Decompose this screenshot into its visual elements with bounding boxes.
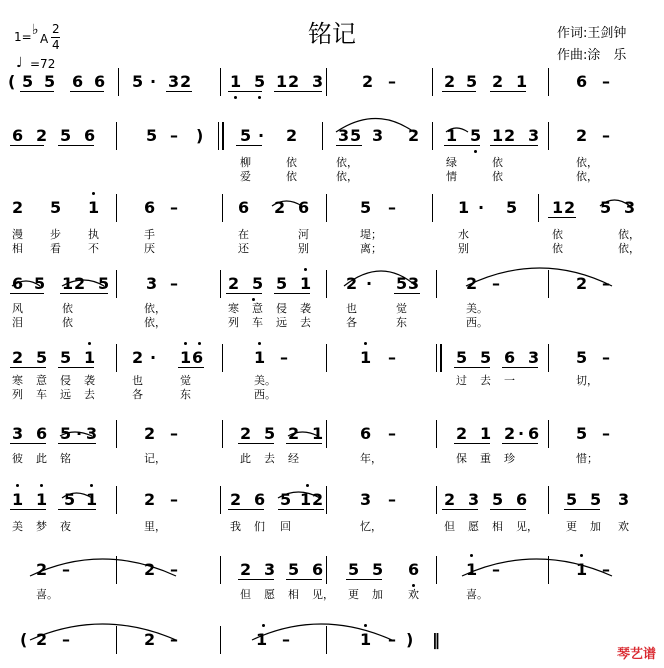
note-3-77: 2 (576, 274, 588, 293)
note-5-112: 2 (504, 424, 516, 443)
lyric-6-84: 夜 (60, 520, 71, 533)
lyric-4-55: 袭 (84, 374, 95, 387)
note-1-41: 2 (576, 126, 588, 145)
note-6-129: – (388, 490, 396, 509)
lyric-6-82: 美 (12, 520, 23, 533)
note-0-20: 6 (576, 72, 588, 91)
note-1-40: 3 (528, 126, 540, 145)
lyric-5-70: 彼 (12, 452, 23, 465)
lyric-6-87: 们 (254, 520, 265, 533)
lyric-7-97: 喜。 (36, 588, 58, 601)
lyric-6-89: 忆， (360, 520, 382, 533)
slur (344, 271, 416, 286)
note-7-139: 2 (144, 560, 156, 579)
lyric-1-1: 依 (286, 156, 297, 169)
lyric-2-14: 执 (88, 228, 99, 241)
slur (288, 432, 318, 436)
note-3-61: 5 (34, 274, 46, 293)
note-2-55: 5 (506, 198, 518, 217)
note-5-97: 3 (12, 424, 24, 443)
lyric-5-71: 此 (36, 452, 47, 465)
note-6-125: 5 (280, 490, 292, 509)
note-7-145: 5 (348, 560, 360, 579)
note-3-60: 6 (12, 274, 24, 293)
slur (278, 492, 320, 498)
lyric-6-83: 梦 (36, 520, 47, 533)
note-0-9: 1 (230, 72, 242, 91)
lyric-6-88: 回 (280, 520, 291, 533)
lyric-4-56: 也 (132, 374, 143, 387)
slur (272, 201, 302, 206)
lyric-3-37: 侵 (276, 302, 287, 315)
lyric-3-38: 袭 (300, 302, 311, 315)
note-5-101: 3 (86, 424, 98, 443)
lyric-2-23: 看 (50, 242, 61, 255)
lyric-2-27: 别 (298, 242, 309, 255)
lyric-4-64: 车 (36, 388, 47, 401)
lyric-3-35: 寒 (228, 302, 239, 315)
slur (600, 200, 630, 206)
note-5-113: · (518, 424, 525, 443)
note-7-146: 5 (372, 560, 384, 579)
lyric-7-105: 喜。 (466, 588, 488, 601)
lyric-5-80: 珍 (504, 452, 515, 465)
site-logo: 琴艺谱 (616, 647, 656, 662)
note-4-87: 1 (254, 348, 266, 367)
lyric-2-19: 水 (458, 228, 469, 241)
note-0-19: 1 (516, 72, 528, 91)
note-4-82: 1 (84, 348, 96, 367)
lyric-1-7: 依 (286, 170, 297, 183)
lyric-6-85: 里， (144, 520, 166, 533)
lyric-1-6: 爱 (240, 170, 251, 183)
time-numerator: 2 (52, 22, 60, 36)
note-8-152: ( (20, 630, 28, 649)
lyric-5-73: 记， (144, 452, 166, 465)
note-8-154: – (62, 630, 70, 649)
lyric-3-44: 依， (144, 316, 166, 329)
note-4-84: · (150, 348, 157, 367)
lyric-4-68: 东 (180, 388, 191, 401)
note-6-126: 1 (300, 490, 312, 509)
lyric-4-66: 去 (84, 388, 95, 401)
note-0-21: – (602, 72, 610, 91)
note-5-106: 2 (288, 424, 300, 443)
lyric-2-22: 相 (12, 242, 23, 255)
note-6-120: 1 (86, 490, 98, 509)
note-3-63: 2 (74, 274, 86, 293)
lyric-5-74: 此 (240, 452, 251, 465)
note-2-46: 6 (144, 198, 156, 217)
slur (12, 281, 40, 286)
lyric-5-75: 去 (264, 452, 275, 465)
lyric-5-79: 重 (480, 452, 491, 465)
slur (62, 493, 92, 498)
lyric-2-16: 在 (238, 228, 249, 241)
lyric-2-26: 还 (238, 242, 249, 255)
note-8-159: 1 (360, 630, 372, 649)
lyric-4-58: 美。 (254, 374, 276, 387)
tempo-marking: =72 (30, 57, 56, 71)
note-8-158: – (282, 630, 290, 649)
slur (30, 624, 176, 640)
note-4-86: 6 (192, 348, 204, 367)
lyric-6-95: 加 (590, 520, 601, 533)
lyric-5-76: 经 (288, 452, 299, 465)
time-denominator: 4 (52, 38, 60, 52)
note-5-108: 6 (360, 424, 372, 443)
lyric-6-96: 欢 (618, 520, 629, 533)
note-1-26: 5 (146, 126, 158, 145)
lyric-3-34: 依， (144, 302, 166, 315)
lyric-7-98: 但 (240, 588, 251, 601)
lyric-1-5: 依， (576, 156, 598, 169)
note-2-54: · (478, 198, 485, 217)
key-prefix: 1= (14, 30, 32, 44)
note-8-162: ‖ (432, 630, 440, 649)
lyric-3-46: 车 (252, 316, 263, 329)
note-6-127: 2 (312, 490, 324, 509)
note-5-116: – (602, 424, 610, 443)
note-5-111: 1 (480, 424, 492, 443)
note-1-29: 5 (240, 126, 252, 145)
note-1-42: – (602, 126, 610, 145)
note-0-6: · (150, 72, 157, 91)
lyric-7-104: 欢 (408, 588, 419, 601)
slur (252, 624, 392, 640)
lyric-2-24: 不 (88, 242, 99, 255)
note-5-109: – (388, 424, 396, 443)
note-0-13: 3 (312, 72, 324, 91)
note-0-18: 2 (492, 72, 504, 91)
lyric-4-69: 西。 (254, 388, 276, 401)
note-3-66: – (170, 274, 178, 293)
note-0-7: 3 (168, 72, 180, 91)
note-6-117: 1 (12, 490, 24, 509)
note-3-74: 3 (408, 274, 420, 293)
lyric-2-21: 依， (618, 228, 640, 241)
note-0-4: 6 (94, 72, 106, 91)
song-title: 铭记 (308, 20, 356, 48)
note-2-58: 5 (600, 198, 612, 217)
note-4-91: 5 (456, 348, 468, 367)
note-6-133: 6 (516, 490, 528, 509)
lyric-4-61: 一 (504, 374, 515, 387)
lyric-6-93: 见， (516, 520, 538, 533)
note-4-95: 5 (576, 348, 588, 367)
lyric-1-8: 依， (336, 170, 358, 183)
lyric-2-31: 依， (618, 242, 640, 255)
note-0-3: 6 (72, 72, 84, 91)
note-7-143: 5 (288, 560, 300, 579)
note-7-142: 3 (264, 560, 276, 579)
lyric-3-39: 也 (346, 302, 357, 315)
lyric-3-49: 各 (346, 316, 357, 329)
note-0-10: 5 (254, 72, 266, 91)
note-5-110: 2 (456, 424, 468, 443)
slur (446, 128, 468, 132)
note-2-49: 2 (274, 198, 286, 217)
lyric-1-10: 依 (492, 170, 503, 183)
note-3-69: 5 (276, 274, 288, 293)
lyric-3-36: 意 (252, 302, 263, 315)
note-3-73: 5 (396, 274, 408, 293)
note-6-119: 5 (64, 490, 76, 509)
lyric-6-86: 我 (230, 520, 241, 533)
note-7-137: 2 (36, 560, 48, 579)
note-6-132: 5 (492, 490, 504, 509)
lyric-4-54: 侵 (60, 374, 71, 387)
note-8-153: 2 (36, 630, 48, 649)
note-0-11: 1 (276, 72, 288, 91)
lyric-1-3: 绿 (446, 156, 457, 169)
note-0-2: 5 (44, 72, 56, 91)
note-2-48: 6 (238, 198, 250, 217)
lyric-2-17: 河 (298, 228, 309, 241)
lyric-3-50: 东 (396, 316, 407, 329)
note-2-50: 6 (298, 198, 310, 217)
note-7-148: 1 (466, 560, 478, 579)
lyric-3-42: 泪 (12, 316, 23, 329)
lyric-3-45: 列 (228, 316, 239, 329)
note-3-76: – (492, 274, 500, 293)
note-2-43: 2 (12, 198, 24, 217)
note-7-141: 2 (240, 560, 252, 579)
note-5-115: 5 (576, 424, 588, 443)
lyric-3-43: 依 (62, 316, 73, 329)
note-2-44: 5 (50, 198, 62, 217)
note-3-72: · (366, 274, 373, 293)
note-5-103: – (170, 424, 178, 443)
note-6-131: 3 (468, 490, 480, 509)
note-7-151: – (602, 560, 610, 579)
note-6-118: 1 (36, 490, 48, 509)
note-1-23: 2 (36, 126, 48, 145)
lyric-1-9: 情 (446, 170, 457, 183)
note-3-68: 5 (252, 274, 264, 293)
lyric-4-67: 各 (132, 388, 143, 401)
lyric-7-102: 更 (348, 588, 359, 601)
note-1-33: 5 (350, 126, 362, 145)
note-7-147: 6 (408, 560, 420, 579)
note-7-150: 1 (576, 560, 588, 579)
note-6-122: – (170, 490, 178, 509)
lyric-1-2: 依， (336, 156, 358, 169)
lyric-1-11: 依， (576, 170, 598, 183)
note-1-35: 2 (408, 126, 420, 145)
note-1-37: 5 (470, 126, 482, 145)
note-1-30: · (258, 126, 265, 145)
note-1-28: ) (196, 126, 204, 145)
slur (62, 280, 104, 286)
note-2-51: 5 (360, 198, 372, 217)
note-6-124: 6 (254, 490, 266, 509)
lyric-4-60: 去 (480, 374, 491, 387)
lyric-2-30: 依 (552, 242, 563, 255)
lyric-2-20: 依 (552, 228, 563, 241)
lyricist-credit: 作词:王剑钟 (557, 26, 627, 41)
note-3-62: 1 (62, 274, 74, 293)
note-3-71: 2 (346, 274, 358, 293)
note-8-157: 1 (256, 630, 268, 649)
note-1-27: – (170, 126, 178, 145)
lyric-3-48: 去 (300, 316, 311, 329)
note-0-15: – (388, 72, 396, 91)
note-8-155: 2 (144, 630, 156, 649)
lyric-2-12: 漫 (12, 228, 23, 241)
note-3-64: 5 (98, 274, 110, 293)
lyric-4-65: 远 (60, 388, 71, 401)
note-7-149: – (492, 560, 500, 579)
note-4-83: 2 (132, 348, 144, 367)
note-1-39: 2 (504, 126, 516, 145)
lyric-7-100: 相 (288, 588, 299, 601)
flat-sign: ♭ (32, 22, 39, 38)
note-6-136: 3 (618, 490, 630, 509)
note-4-88: – (280, 348, 288, 367)
note-6-135: 5 (590, 490, 602, 509)
lyric-2-15: 手 (144, 228, 155, 241)
note-0-8: 2 (180, 72, 192, 91)
lyric-4-62: 切， (576, 374, 598, 387)
slur (466, 268, 612, 286)
note-4-93: 6 (504, 348, 516, 367)
note-4-85: 1 (180, 348, 192, 367)
note-7-140: – (170, 560, 178, 579)
note-6-130: 2 (444, 490, 456, 509)
note-2-57: 2 (564, 198, 576, 217)
lyric-4-53: 意 (36, 374, 47, 387)
note-2-59: 3 (624, 198, 636, 217)
note-8-161: ) (406, 630, 414, 649)
note-3-78: – (602, 274, 610, 293)
lyric-5-81: 惜； (576, 452, 598, 465)
note-1-36: 1 (446, 126, 458, 145)
note-7-144: 6 (312, 560, 324, 579)
lyric-3-47: 远 (276, 316, 287, 329)
lyric-3-51: 西。 (466, 316, 488, 329)
key-tonic: A (40, 32, 49, 46)
note-8-160: – (388, 630, 396, 649)
note-5-114: 6 (528, 424, 540, 443)
lyric-2-18: 堤； (360, 228, 382, 241)
lyric-5-78: 保 (456, 452, 467, 465)
note-3-65: 3 (146, 274, 158, 293)
note-2-52: – (388, 198, 396, 217)
note-0-0: ( (8, 72, 16, 91)
note-6-134: 5 (566, 490, 578, 509)
note-0-12: 2 (288, 72, 300, 91)
note-6-123: 2 (230, 490, 242, 509)
slur (336, 119, 414, 133)
note-6-121: 2 (144, 490, 156, 509)
note-1-25: 6 (84, 126, 96, 145)
lyric-2-25: 厌 (144, 242, 155, 255)
note-2-45: 1 (88, 198, 100, 217)
note-1-24: 5 (60, 126, 72, 145)
note-3-70: 1 (300, 274, 312, 293)
lyric-3-32: 风 (12, 302, 23, 315)
slur (60, 432, 92, 436)
note-5-99: 5 (60, 424, 72, 443)
note-5-104: 2 (240, 424, 252, 443)
lyric-4-57: 觉 (180, 374, 191, 387)
note-5-102: 2 (144, 424, 156, 443)
lyric-2-29: 别 (458, 242, 469, 255)
lyric-4-59: 过 (456, 374, 467, 387)
lyric-3-33: 依 (62, 302, 73, 315)
note-1-22: 6 (12, 126, 24, 145)
note-0-17: 5 (466, 72, 478, 91)
note-2-56: 1 (552, 198, 564, 217)
note-2-47: – (170, 198, 178, 217)
note-4-90: – (388, 348, 396, 367)
note-5-100: · (76, 424, 83, 443)
lyric-3-40: 觉 (396, 302, 407, 315)
note-4-92: 5 (480, 348, 492, 367)
note-8-156: – (170, 630, 178, 649)
note-6-128: 3 (360, 490, 372, 509)
note-4-81: 5 (60, 348, 72, 367)
lyric-5-77: 年， (360, 452, 382, 465)
note-1-34: 3 (372, 126, 384, 145)
lyric-4-52: 寒 (12, 374, 23, 387)
lyric-7-101: 见， (312, 588, 334, 601)
lyric-6-90: 但 (444, 520, 455, 533)
lyric-6-94: 更 (566, 520, 577, 533)
note-5-105: 5 (264, 424, 276, 443)
note-5-107: 1 (312, 424, 324, 443)
lyric-7-99: 愿 (264, 588, 275, 601)
note-5-98: 6 (36, 424, 48, 443)
lyric-2-28: 离； (360, 242, 382, 255)
lyric-6-92: 相 (492, 520, 503, 533)
note-4-79: 2 (12, 348, 24, 367)
note-1-38: 1 (492, 126, 504, 145)
note-3-75: 2 (466, 274, 478, 293)
note-7-138: – (62, 560, 70, 579)
quarter-note-icon: ♩ (16, 55, 23, 71)
slur (462, 559, 612, 576)
note-0-5: 5 (132, 72, 144, 91)
note-0-14: 2 (362, 72, 374, 91)
note-2-53: 1 (458, 198, 470, 217)
lyric-7-103: 加 (372, 588, 383, 601)
note-0-1: 5 (22, 72, 34, 91)
note-1-31: 2 (286, 126, 298, 145)
lyric-1-4: 依 (492, 156, 503, 169)
lyric-6-91: 愿 (468, 520, 479, 533)
note-4-94: 3 (528, 348, 540, 367)
note-0-16: 2 (444, 72, 456, 91)
note-1-32: 3 (338, 126, 350, 145)
lyric-5-72: 铭 (60, 452, 71, 465)
lyric-4-63: 列 (12, 388, 23, 401)
slur (30, 559, 176, 576)
lyric-1-0: 柳 (240, 156, 251, 169)
composer-credit: 作曲:涂 乐 (557, 48, 627, 63)
note-4-96: – (602, 348, 610, 367)
lyric-3-41: 美。 (466, 302, 488, 315)
lyric-2-13: 步 (50, 228, 61, 241)
note-4-80: 5 (36, 348, 48, 367)
note-3-67: 2 (228, 274, 240, 293)
note-4-89: 1 (360, 348, 372, 367)
